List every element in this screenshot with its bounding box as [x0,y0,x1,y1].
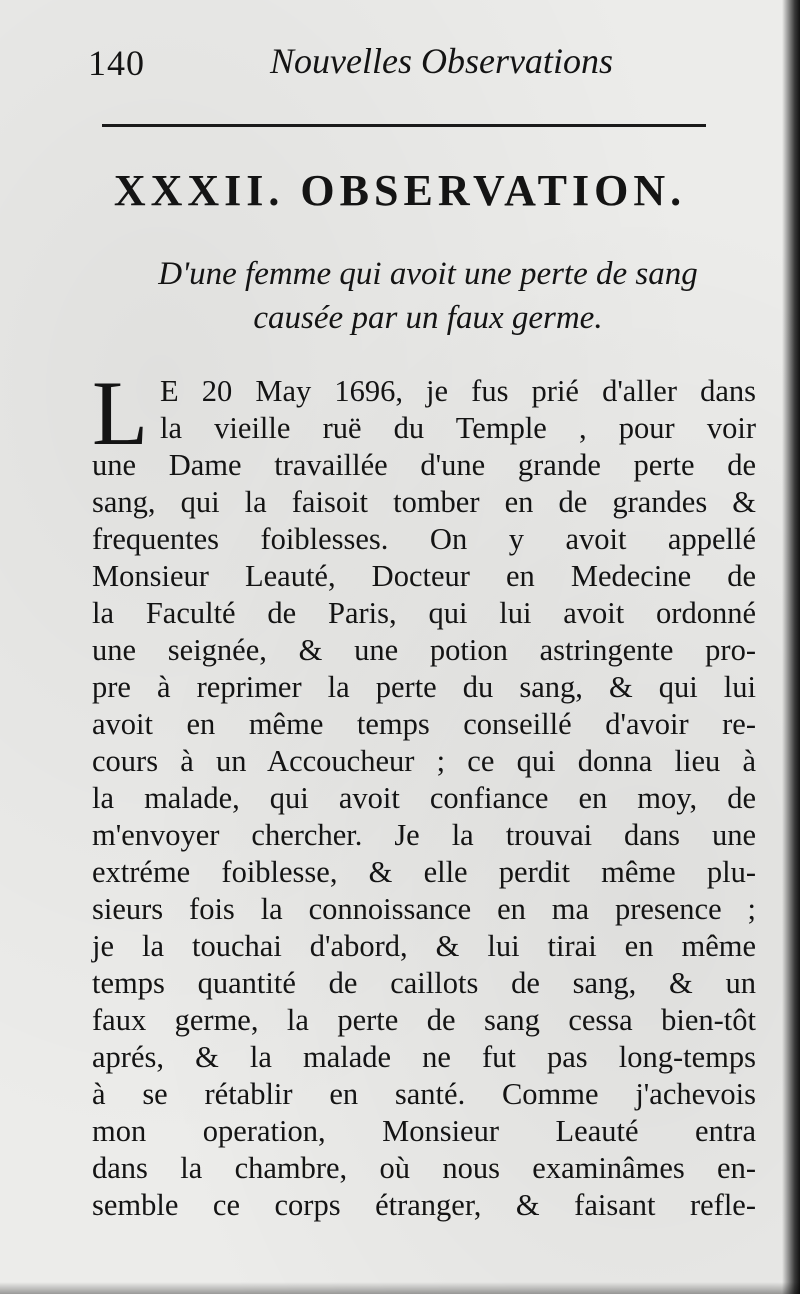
text-line: semble ce corps étranger, & faisant refle- [92,1188,756,1222]
observation-title: XXXII. OBSERVATION. [113,166,687,215]
text-line: la vieille ruë du Temple , pour voir [160,411,756,445]
observation-subtitle [88,252,768,340]
text-line: E 20 May 1696, je fus prié d'aller dans [160,374,756,408]
text-line: frequentes foiblesses. On y avoit appellé [92,522,756,556]
text-line: je la touchai d'abord, & lui tirai en même [92,929,756,963]
text-line: sang, qui la faisoit tomber en de grandes & [92,485,756,519]
subtitle-line-1: D'une femme qui avoit une perte de sang [158,256,698,292]
text-line: une Dame travaillée d'une grande perte de [92,448,756,482]
text-line: une seignée, & une potion astringente pro- [92,633,756,667]
text-line: aprés, & la malade ne fut pas long-temps [92,1040,756,1074]
running-title: Nouvelles Observations [270,41,613,81]
page-number: 140 [88,43,145,83]
page-bottom-shadow [0,1282,800,1294]
text-line: faux germe, la perte de sang cessa bien-tôt [92,1003,756,1037]
drop-cap: L [92,362,149,464]
subtitle-line-2: causée par un faux germe. [253,300,603,336]
text-line: pre à reprimer la perte du sang, & qui lui [92,670,756,704]
body-text [92,362,756,1224]
text-line: extréme foiblesse, & elle perdit même plu- [92,855,756,889]
text-line: dans la chambre, où nous examinâmes en- [92,1151,756,1185]
text-line: sieurs fois la connoissance en ma presence ; [92,892,756,926]
page-edge-shadow [782,0,800,1294]
text-line: m'envoyer chercher. Je la trouvai dans une [92,818,756,852]
text-line: mon operation, Monsieur Leauté entra [92,1114,756,1148]
text-line: la malade, qui avoit confiance en moy, de [92,781,756,815]
text-line: la Faculté de Paris, qui lui avoit ordonné [92,596,756,630]
text-line: temps quantité de caillots de sang, & un [92,966,756,1000]
text-line: avoit en même temps conseillé d'avoir re- [92,707,756,741]
text-line: Monsieur Leauté, Docteur en Medecine de [92,559,756,593]
text-line: cours à un Accoucheur ; ce qui donna lieu à [92,744,756,778]
running-head [88,40,708,90]
text-line: à se rétablir en santé. Comme j'achevois [92,1077,756,1111]
header-rule [102,124,706,127]
